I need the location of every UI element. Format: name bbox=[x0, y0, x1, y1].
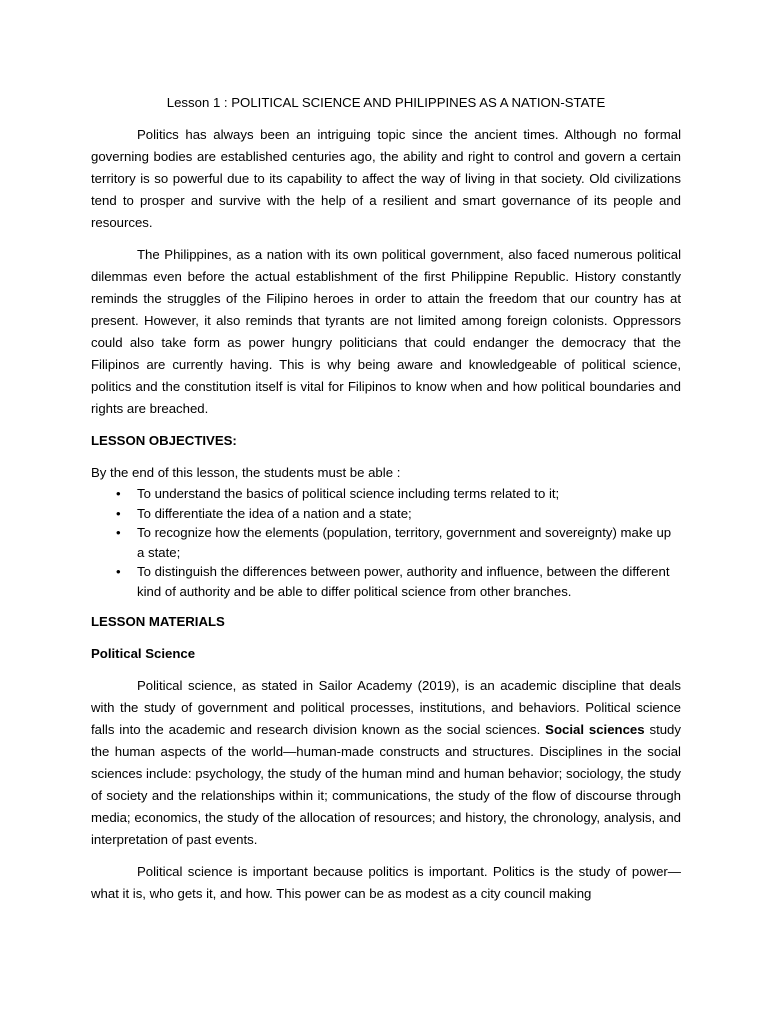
lesson-title: Lesson 1 : POLITICAL SCIENCE AND PHILIPPINES AS A NATION-STATE bbox=[166, 95, 606, 110]
objective-item: • To recognize how the elements (population, territory, government and sovereignty) make up a state; bbox=[137, 523, 681, 562]
objective-item: • To differentiate the idea of a nation and a state; bbox=[137, 504, 681, 524]
document-body bbox=[91, 92, 681, 915]
materials-heading: LESSON MATERIALS bbox=[91, 614, 225, 629]
section-heading-political-science: Political Science bbox=[91, 646, 196, 661]
intro-paragraph-1: Politics has always been an intriguing topic since the ancient times. Although no formal governing bodies are established centuries ago, the ability and right to control and govern a certain territory is so powerful due to its capability to affect the way of living in that society. Old civilizations tend to prosper and survive with the help of a resilient and smart governance of its people and resources. bbox=[91, 127, 681, 230]
paragraph-text: study the human aspects of the world—human-made constructs and structures. Disciplines in the social sciences include: psychology, the study of the human mind and human behavior; sociology, the study of society and the relationships within it; communications, the study of the flow of discourse through media; economics, the study of the allocation of resources; and history, the chronology, analysis, and interpretation of past events. bbox=[91, 722, 681, 847]
objectives-intro: By the end of this lesson, the students must be able : bbox=[91, 465, 401, 480]
intro-paragraph-2: The Philippines, as a nation with its own political government, also faced numerous political dilemmas even before the actual establishment of the first Philippine Republic. History constantly reminds the struggles of the Filipino heroes in order to attain the freedom that our country has at present. However, it also reminds that tyrants are not limited among foreign colonists. Oppressors could also take form as power hungry politicians that could endanger the democracy that the Filipinos are currently having. This is why being aware and knowledgeable of political science, politics and the constitution itself is vital for Filipinos to know when and how political boundaries and rights are breached. bbox=[91, 247, 681, 416]
political-science-paragraph-2: Political science is important because politics is important. Politics is the study of power—what it is, who gets it, and how. This power can be as modest as a city council making bbox=[91, 864, 681, 901]
objective-item: • To distinguish the differences between power, authority and influence, between the different kind of authority and be able to differ political science from other branches. bbox=[137, 562, 681, 601]
objectives-list bbox=[91, 484, 681, 601]
social-sciences-term: Social sciences bbox=[545, 722, 645, 737]
objective-item: • To understand the basics of political science including terms related to it; bbox=[137, 484, 681, 504]
objectives-heading: LESSON OBJECTIVES: bbox=[91, 433, 237, 448]
paragraph-text: Political science, as stated in Sailor Academy (2019), is an academic discipline that deals with the study of government and political processes, institutions, and behaviors. Political science falls into the academic and research division known as the social sciences. bbox=[91, 678, 681, 737]
political-science-paragraph-1 bbox=[91, 675, 681, 851]
